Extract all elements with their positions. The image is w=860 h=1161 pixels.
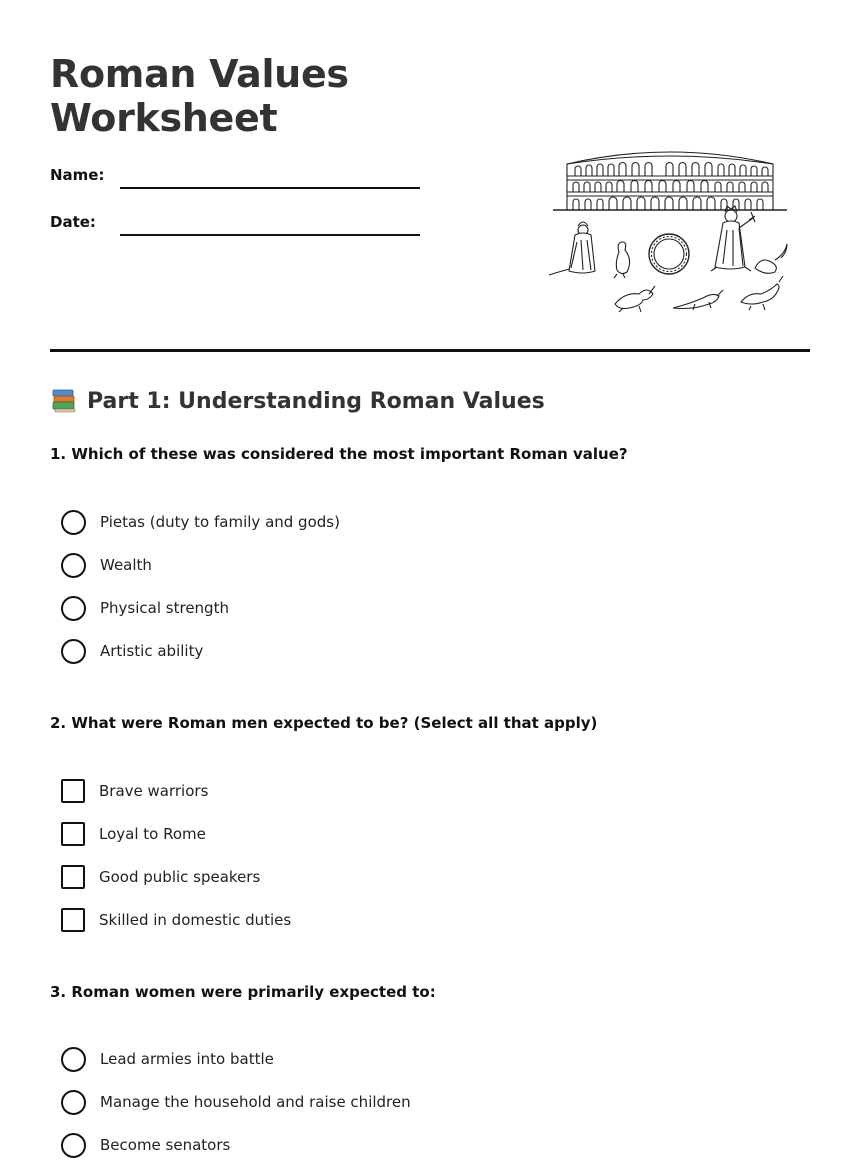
date-label: Date: [50,213,96,231]
books-icon [50,387,78,415]
question-3: 3. Roman women were primarily expected to: [50,983,436,1001]
q2-option-3[interactable] [60,864,260,890]
radio-button[interactable] [61,596,86,621]
radio-button[interactable] [61,553,86,578]
option-label: Manage the household and raise children [100,1093,411,1111]
checkbox[interactable] [61,779,85,803]
name-label: Name: [50,166,105,184]
date-field[interactable] [120,234,420,236]
colosseum-illustration [545,142,795,314]
name-field[interactable] [120,187,420,189]
q2-option-1[interactable] [60,778,208,804]
option-label: Wealth [100,556,152,574]
option-label: Lead armies into battle [100,1050,274,1068]
option-label: Loyal to Rome [99,825,206,843]
q3-option-3[interactable] [60,1132,230,1158]
radio-button[interactable] [61,1047,86,1072]
q1-option-3[interactable] [60,595,229,621]
q1-option-4[interactable] [60,638,203,664]
radio-button[interactable] [61,510,86,535]
option-label: Become senators [100,1136,231,1154]
q3-option-2[interactable] [60,1089,411,1115]
option-label: Artistic ability [100,642,204,660]
option-label: Skilled in domestic duties [99,911,292,929]
worksheet-title: Roman Values Worksheet [50,52,349,140]
radio-button[interactable] [61,1090,86,1115]
checkbox[interactable] [61,822,85,846]
part1-heading [50,387,545,415]
checkbox[interactable] [61,865,85,889]
option-label: Good public speakers [99,868,261,886]
q2-option-2[interactable] [60,821,206,847]
option-label: Physical strength [100,599,229,617]
option-label: Brave warriors [99,782,209,800]
question-2: 2. What were Roman men expected to be? (Select all that apply) [50,714,598,732]
checkbox[interactable] [61,908,85,932]
q3-option-1[interactable] [60,1046,274,1072]
q1-option-2[interactable] [60,552,152,578]
header-divider [50,349,810,352]
q1-option-1[interactable] [60,509,340,535]
question-1: 1. Which of these was considered the most important Roman value? [50,445,628,463]
part1-title: Part 1: Understanding Roman Values [87,388,545,414]
option-label: Pietas (duty to family and gods) [100,513,340,531]
radio-button[interactable] [61,639,86,664]
radio-button[interactable] [61,1133,86,1158]
q2-option-4[interactable] [60,907,291,933]
